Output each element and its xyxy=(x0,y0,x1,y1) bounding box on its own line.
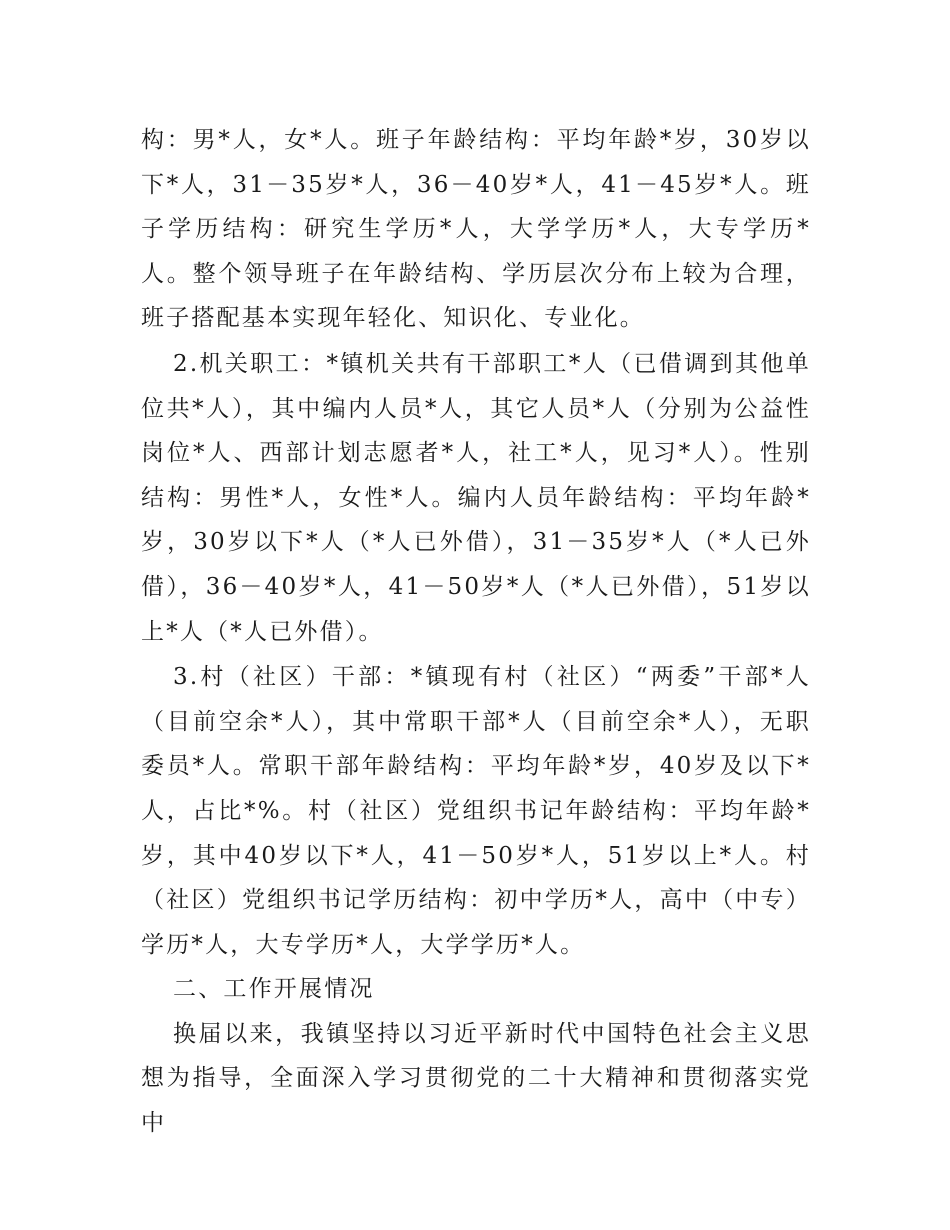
section-heading-work-progress: 二、工作开展情况 xyxy=(173,976,375,1003)
paragraph-work-intro: 换届以来，我镇坚持以习近平新时代中国特色社会主义思想为指导，全面深入学习贯彻党的二十大精神和贯彻落实党中 xyxy=(141,1020,811,1137)
paragraph-staff: 2.机关职工：*镇机关共有干部职工*人（已借调到其他单位共*人），其中编内人员*人，其它人员*人（分别为公益性岗位*人、西部计划志愿者*人，社工*人，见习*人）。性别结构：男性*人，女性*人。编内人员年龄结构：平均年龄*岁，30岁以下*人（*人已外借），31－35岁*人（*人已外借），36－40岁*人，41－50岁*人（*人已外借），51岁以上*人（*人已外借）。 xyxy=(141,350,811,645)
paragraph-leadership-structure: 构：男*人，女*人。班子年龄结构：平均年龄*岁，30岁以下*人，31－35岁*人，36－40岁*人，41－45岁*人。班子学历结构：研究生学历*人，大学学历*人，大专学历*人。整个领导班子在年龄结构、学历层次分布上较为合理，班子搭配基本实现年轻化、知识化、专业化。 xyxy=(141,127,811,332)
paragraph-village-cadres: 3.村（社区）干部：*镇现有村（社区）“两委”干部*人（目前空余*人），其中常职干部*人（目前空余*人），无职委员*人。常职干部年龄结构：平均年龄*岁，40岁及以下*人，占比*%。村（社区）党组织书记年龄结构：平均年龄*岁，其中40岁以下*人，41－50岁*人，51岁以上*人。村（社区）党组织书记学历结构：初中学历*人，高中（中专）学历*人，大专学历*人，大学学历*人。 xyxy=(141,664,811,958)
document-body xyxy=(141,118,811,1146)
